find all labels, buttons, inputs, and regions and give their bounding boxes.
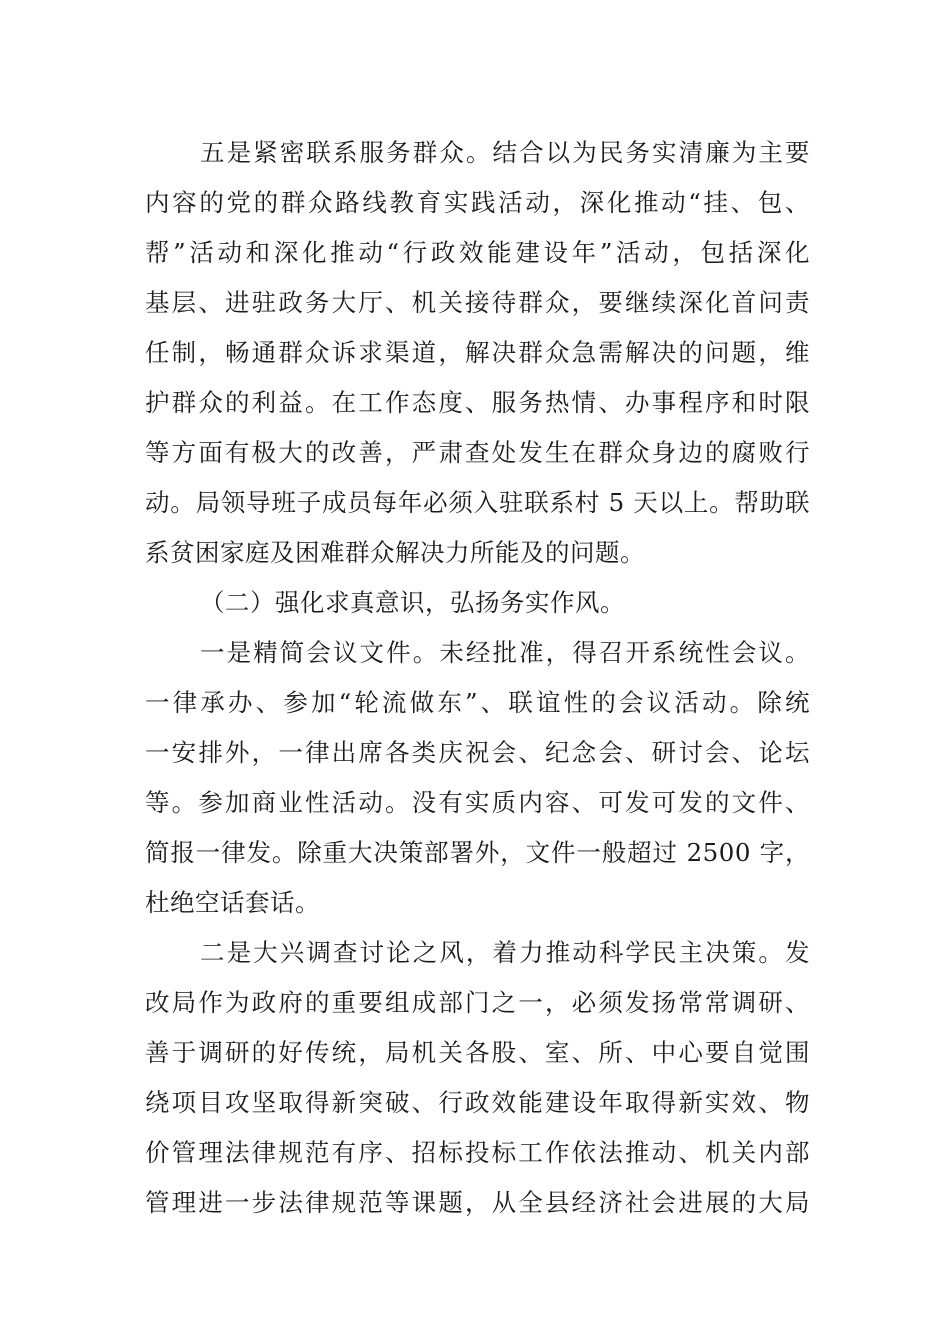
section-heading: （二）强化求真意识，弘扬务实作风。 [200,588,625,617]
paragraph-3-line-5: 简报一律发。除重大决策部署外，文件一般超过 2500 字， [145,838,810,867]
paragraph-1-line-6: 护群众的利益。在工作态度、服务热情、办事程序和时限 [145,388,810,417]
paragraph-1-line-9: 系贫困家庭及困难群众解决力所能及的问题。 [145,538,645,567]
paragraph-4-line-2: 改局作为政府的重要组成部门之一，必须发扬常常调研、 [145,988,810,1017]
paragraph-4-line-6: 管理进一步法律规范等课题，从全县经济社会进展的大局 [145,1188,810,1217]
paragraph-1-line-8: 动。局领导班子成员每年必须入驻联系村 5 天以上。帮助联 [145,488,810,517]
paragraph-1-line-2: 内容的党的群众路线教育实践活动，深化推动“挂、包、 [145,188,810,217]
paragraph-1-line-5: 任制，畅通群众诉求渠道，解决群众急需解决的问题，维 [145,338,810,367]
paragraph-1-line-4: 基层、进驻政务大厅、机关接待群众，要继续深化首问责 [145,288,810,317]
paragraph-3-line-4: 等。参加商业性活动。没有实质内容、可发可发的文件、 [145,788,810,817]
paragraph-3-line-1: 一是精简会议文件。未经批准，得召开系统性会议。 [200,638,810,667]
paragraph-4-line-5: 价管理法律规范有序、招标投标工作依法推动、机关内部 [145,1138,810,1167]
paragraph-3-line-3: 一安排外，一律出席各类庆祝会、纪念会、研讨会、论坛 [145,738,810,767]
paragraph-1-line-1: 五是紧密联系服务群众。结合以为民务实清廉为主要 [200,138,810,167]
paragraph-4-line-1: 二是大兴调查讨论之风，着力推动科学民主决策。发 [200,938,810,967]
paragraph-3-line-6: 杜绝空话套话。 [145,888,320,917]
paragraph-4-line-4: 绕项目攻坚取得新突破、行政效能建设年取得新实效、物 [145,1088,810,1117]
paragraph-1-line-7: 等方面有极大的改善，严肃查处发生在群众身边的腐败行 [145,438,810,467]
paragraph-1-line-3: 帮”活动和深化推动“行政效能建设年”活动，包括深化 [145,238,810,267]
paragraph-3-line-2: 一律承办、参加“轮流做东”、联谊性的会议活动。除统 [145,688,810,717]
paragraph-4-line-3: 善于调研的好传统，局机关各股、室、所、中心要自觉围 [145,1038,810,1067]
